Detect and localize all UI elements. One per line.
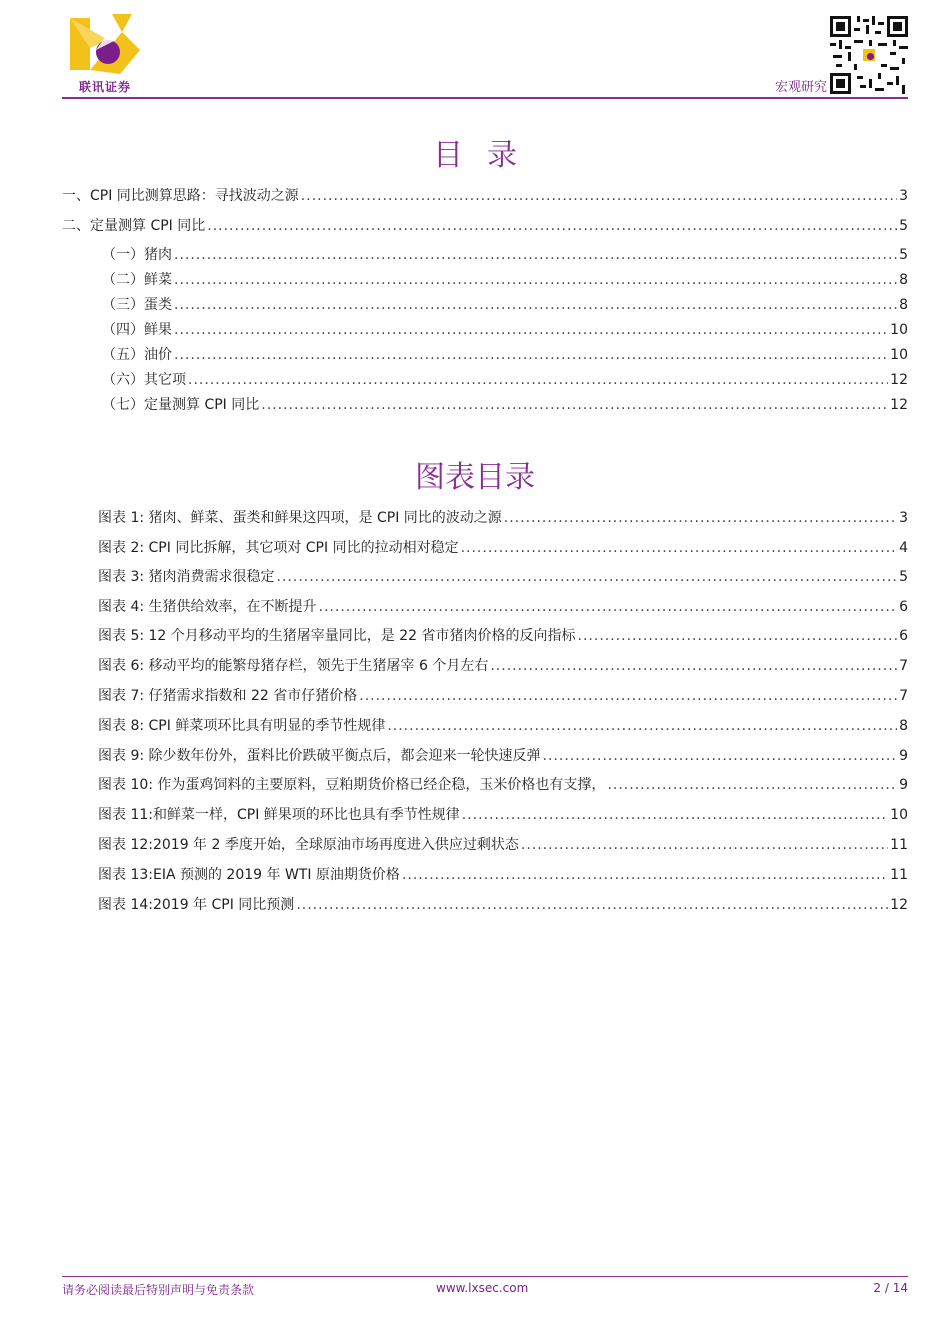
- toc-leader-dots: [543, 746, 898, 766]
- toc-leader-dots: [578, 626, 898, 646]
- footer-disclaimer-link[interactable]: 请务必阅读最后特别声明与免责条款: [62, 1283, 255, 1297]
- toc-entry-page: 5: [899, 247, 908, 263]
- figure-entry-text: 图表 7: 仔猪需求指数和 22 省市仔猪价格: [98, 688, 358, 704]
- toc-leader-dots: [174, 270, 897, 290]
- figure-entry-text: 图表 3: 猪肉消费需求很稳定: [98, 569, 275, 585]
- figure-entry-text: 图表 8: CPI 鲜菜项环比具有明显的季节性规律: [98, 718, 386, 734]
- toc-entry-page: 10: [890, 347, 908, 363]
- toc-entry-text: 一、CPI 同比测算思路：寻找波动之源: [62, 188, 299, 204]
- figure-entry-page: 5: [899, 569, 908, 585]
- toc-entry-text: （六）其它项: [102, 372, 186, 388]
- toc-leader-dots: [301, 186, 897, 206]
- figure-entry-text: 图表 6: 移动平均的能繁母猪存栏，领先于生猪屠宰 6 个月左右: [98, 658, 489, 674]
- figure-entry-text: 图表 14:2019 年 CPI 同比预测: [98, 897, 295, 913]
- toc-entry-text: （七）定量测算 CPI 同比: [102, 397, 260, 413]
- toc-leader-dots: [607, 775, 897, 795]
- header-divider: [62, 97, 908, 99]
- toc-entry-text: （一）猪肉: [102, 247, 172, 263]
- figure-entry-page: 11: [890, 867, 908, 883]
- toc-leader-dots: [402, 865, 888, 885]
- figure-entry-page: 10: [890, 807, 908, 823]
- toc-subentry[interactable]: [102, 370, 908, 390]
- footer-divider: [62, 1276, 908, 1277]
- toc-leader-dots: [462, 805, 888, 825]
- toc-leader-dots: [207, 216, 897, 236]
- figure-entry[interactable]: [98, 775, 908, 795]
- figure-entry-page: 7: [899, 658, 908, 674]
- company-logo: [60, 10, 150, 96]
- toc-entry-page: 8: [899, 297, 908, 313]
- figure-entry-text: 图表 5: 12 个月移动平均的生猪屠宰量同比，是 22 省市猪肉价格的反向指标: [98, 628, 576, 644]
- toc-entry-page: 8: [899, 272, 908, 288]
- figure-entry-text: 图表 11:和鲜菜一样，CPI 鲜果项的环比也具有季节性规律: [98, 807, 460, 823]
- figure-entry-page: 11: [890, 837, 908, 853]
- toc-title: 目录: [433, 138, 541, 173]
- toc-leader-dots: [359, 686, 897, 706]
- figure-entry-page: 6: [899, 599, 908, 615]
- toc-leader-dots: [174, 245, 897, 265]
- figure-entry[interactable]: [98, 835, 908, 855]
- toc-entry[interactable]: [62, 186, 908, 206]
- figure-entry-page: 12: [890, 897, 908, 913]
- section-label: 宏观研究: [774, 80, 827, 95]
- toc-subentry[interactable]: [102, 395, 908, 415]
- figure-entry[interactable]: [98, 597, 908, 617]
- toc-subentry[interactable]: [102, 345, 908, 365]
- figure-entry[interactable]: [98, 567, 908, 587]
- toc-leader-dots: [504, 508, 897, 528]
- figure-entry[interactable]: [98, 626, 908, 646]
- figure-entry-text: 图表 12:2019 年 2 季度开始，全球原油市场再度进入供应过剩状态: [98, 837, 519, 853]
- toc-leader-dots: [387, 716, 897, 736]
- figure-entry[interactable]: [98, 716, 908, 736]
- figure-entry[interactable]: [98, 805, 908, 825]
- toc-leader-dots: [490, 656, 897, 676]
- figure-entry-text: 图表 10: 作为蛋鸡饲料的主要原料，豆粕期货价格已经企稳，玉米价格也有支撑，: [98, 777, 606, 793]
- figure-entry-page: 9: [899, 777, 908, 793]
- qr-code-icon: [830, 16, 908, 94]
- figure-entry-text: 图表 9: 除少数年份外，蛋料比价跌破平衡点后，都会迎来一轮快速反弹: [98, 748, 541, 764]
- toc-entry-page: 5: [899, 218, 908, 234]
- toc-leader-dots: [296, 895, 888, 915]
- toc-leader-dots: [461, 538, 898, 558]
- figure-entry[interactable]: [98, 746, 908, 766]
- toc-leader-dots: [174, 345, 888, 365]
- figure-entry-text: 图表 13:EIA 预测的 2019 年 WTI 原油期货价格: [98, 867, 400, 883]
- toc-subentry[interactable]: [102, 295, 908, 315]
- logo-text: 联讯证券: [78, 80, 131, 94]
- toc-entry-page: 10: [890, 322, 908, 338]
- page-header: [0, 0, 950, 100]
- figure-entry-page: 4: [899, 540, 908, 556]
- toc-entry-text: （三）蛋类: [102, 297, 172, 313]
- figure-entry-page: 9: [899, 748, 908, 764]
- footer-website-link[interactable]: www.lxsec.com: [436, 1281, 529, 1295]
- toc-leader-dots: [174, 320, 888, 340]
- figure-entry[interactable]: [98, 686, 908, 706]
- toc-leader-dots: [174, 295, 897, 315]
- toc-subentry[interactable]: [102, 270, 908, 290]
- toc-entry-text: （四）鲜果: [102, 322, 172, 338]
- toc-leader-dots: [261, 395, 888, 415]
- figure-entry[interactable]: [98, 865, 908, 885]
- figure-entry-text: 图表 1: 猪肉、鲜菜、蛋类和鲜果这四项，是 CPI 同比的波动之源: [98, 510, 502, 526]
- toc-subentry[interactable]: [102, 245, 908, 265]
- toc-entry-text: （二）鲜菜: [102, 272, 172, 288]
- toc-leader-dots: [277, 567, 898, 587]
- figure-entry-page: 3: [899, 510, 908, 526]
- figure-entry[interactable]: [98, 656, 908, 676]
- toc-entry[interactable]: [62, 216, 908, 236]
- figure-entry-page: 6: [899, 628, 908, 644]
- figure-entry[interactable]: [98, 538, 908, 558]
- toc-entry-page: 12: [890, 397, 908, 413]
- logo-icon: [60, 10, 150, 80]
- toc-entry-page: 3: [899, 188, 908, 204]
- toc-leader-dots: [319, 597, 898, 617]
- toc-subentry[interactable]: [102, 320, 908, 340]
- figure-entry-text: 图表 2: CPI 同比拆解，其它项对 CPI 同比的拉动相对稳定: [98, 540, 459, 556]
- figure-entry-page: 7: [899, 688, 908, 704]
- toc-entry-page: 12: [890, 372, 908, 388]
- figure-entry[interactable]: [98, 508, 908, 528]
- toc-leader-dots: [188, 370, 888, 390]
- page-indicator: 2 / 14: [873, 1281, 908, 1295]
- figure-entry-text: 图表 4: 生猪供给效率，在不断提升: [98, 599, 317, 615]
- toc-leader-dots: [521, 835, 888, 855]
- toc-entry-text: 二、定量测算 CPI 同比: [62, 218, 206, 234]
- figure-entry[interactable]: [98, 895, 908, 915]
- toc-entry-text: （五）油价: [102, 347, 172, 363]
- figures-title: 图表目录: [415, 460, 535, 495]
- figure-entry-page: 8: [899, 718, 908, 734]
